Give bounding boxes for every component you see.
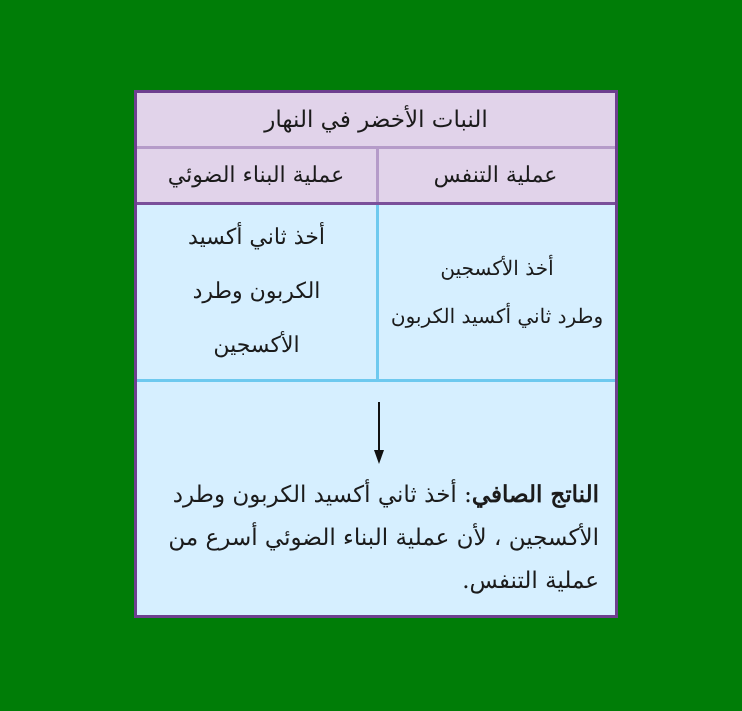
respiration-line-2: وطرد ثاني أكسيد الكربون bbox=[390, 304, 604, 328]
net-result-label: الناتج الصافي bbox=[471, 481, 599, 508]
net-result bbox=[139, 473, 599, 603]
header-divider bbox=[376, 149, 379, 202]
body-row bbox=[137, 205, 615, 382]
comparison-table bbox=[134, 90, 618, 618]
table-title-text: النبات الأخضر في النهار bbox=[264, 106, 488, 133]
respiration-header-text: عملية التنفس bbox=[433, 163, 558, 188]
photosynthesis-header bbox=[137, 149, 375, 202]
photosynthesis-cell bbox=[137, 205, 376, 379]
respiration-line-1: أخذ الأكسجين bbox=[440, 256, 554, 280]
respiration-cell bbox=[379, 205, 615, 379]
header-row bbox=[137, 149, 615, 205]
photosynthesis-header-text: عملية البناء الضوئي bbox=[167, 163, 345, 188]
photosynthesis-line-3: الأكسجين bbox=[213, 333, 300, 358]
photosynthesis-line-1: أخذ ثاني أكسيد bbox=[188, 225, 325, 250]
net-result-text: : أخذ ثاني أكسيد الكربون وطرد الأكسجين ، لأن عملية البناء الضوئي أسرع من عملية التنفس. bbox=[168, 482, 599, 594]
down-arrow-icon bbox=[374, 402, 384, 464]
respiration-header bbox=[376, 149, 615, 202]
body-divider bbox=[376, 205, 379, 379]
table-title bbox=[137, 93, 615, 149]
photosynthesis-line-2: الكربون وطرد bbox=[192, 279, 321, 304]
